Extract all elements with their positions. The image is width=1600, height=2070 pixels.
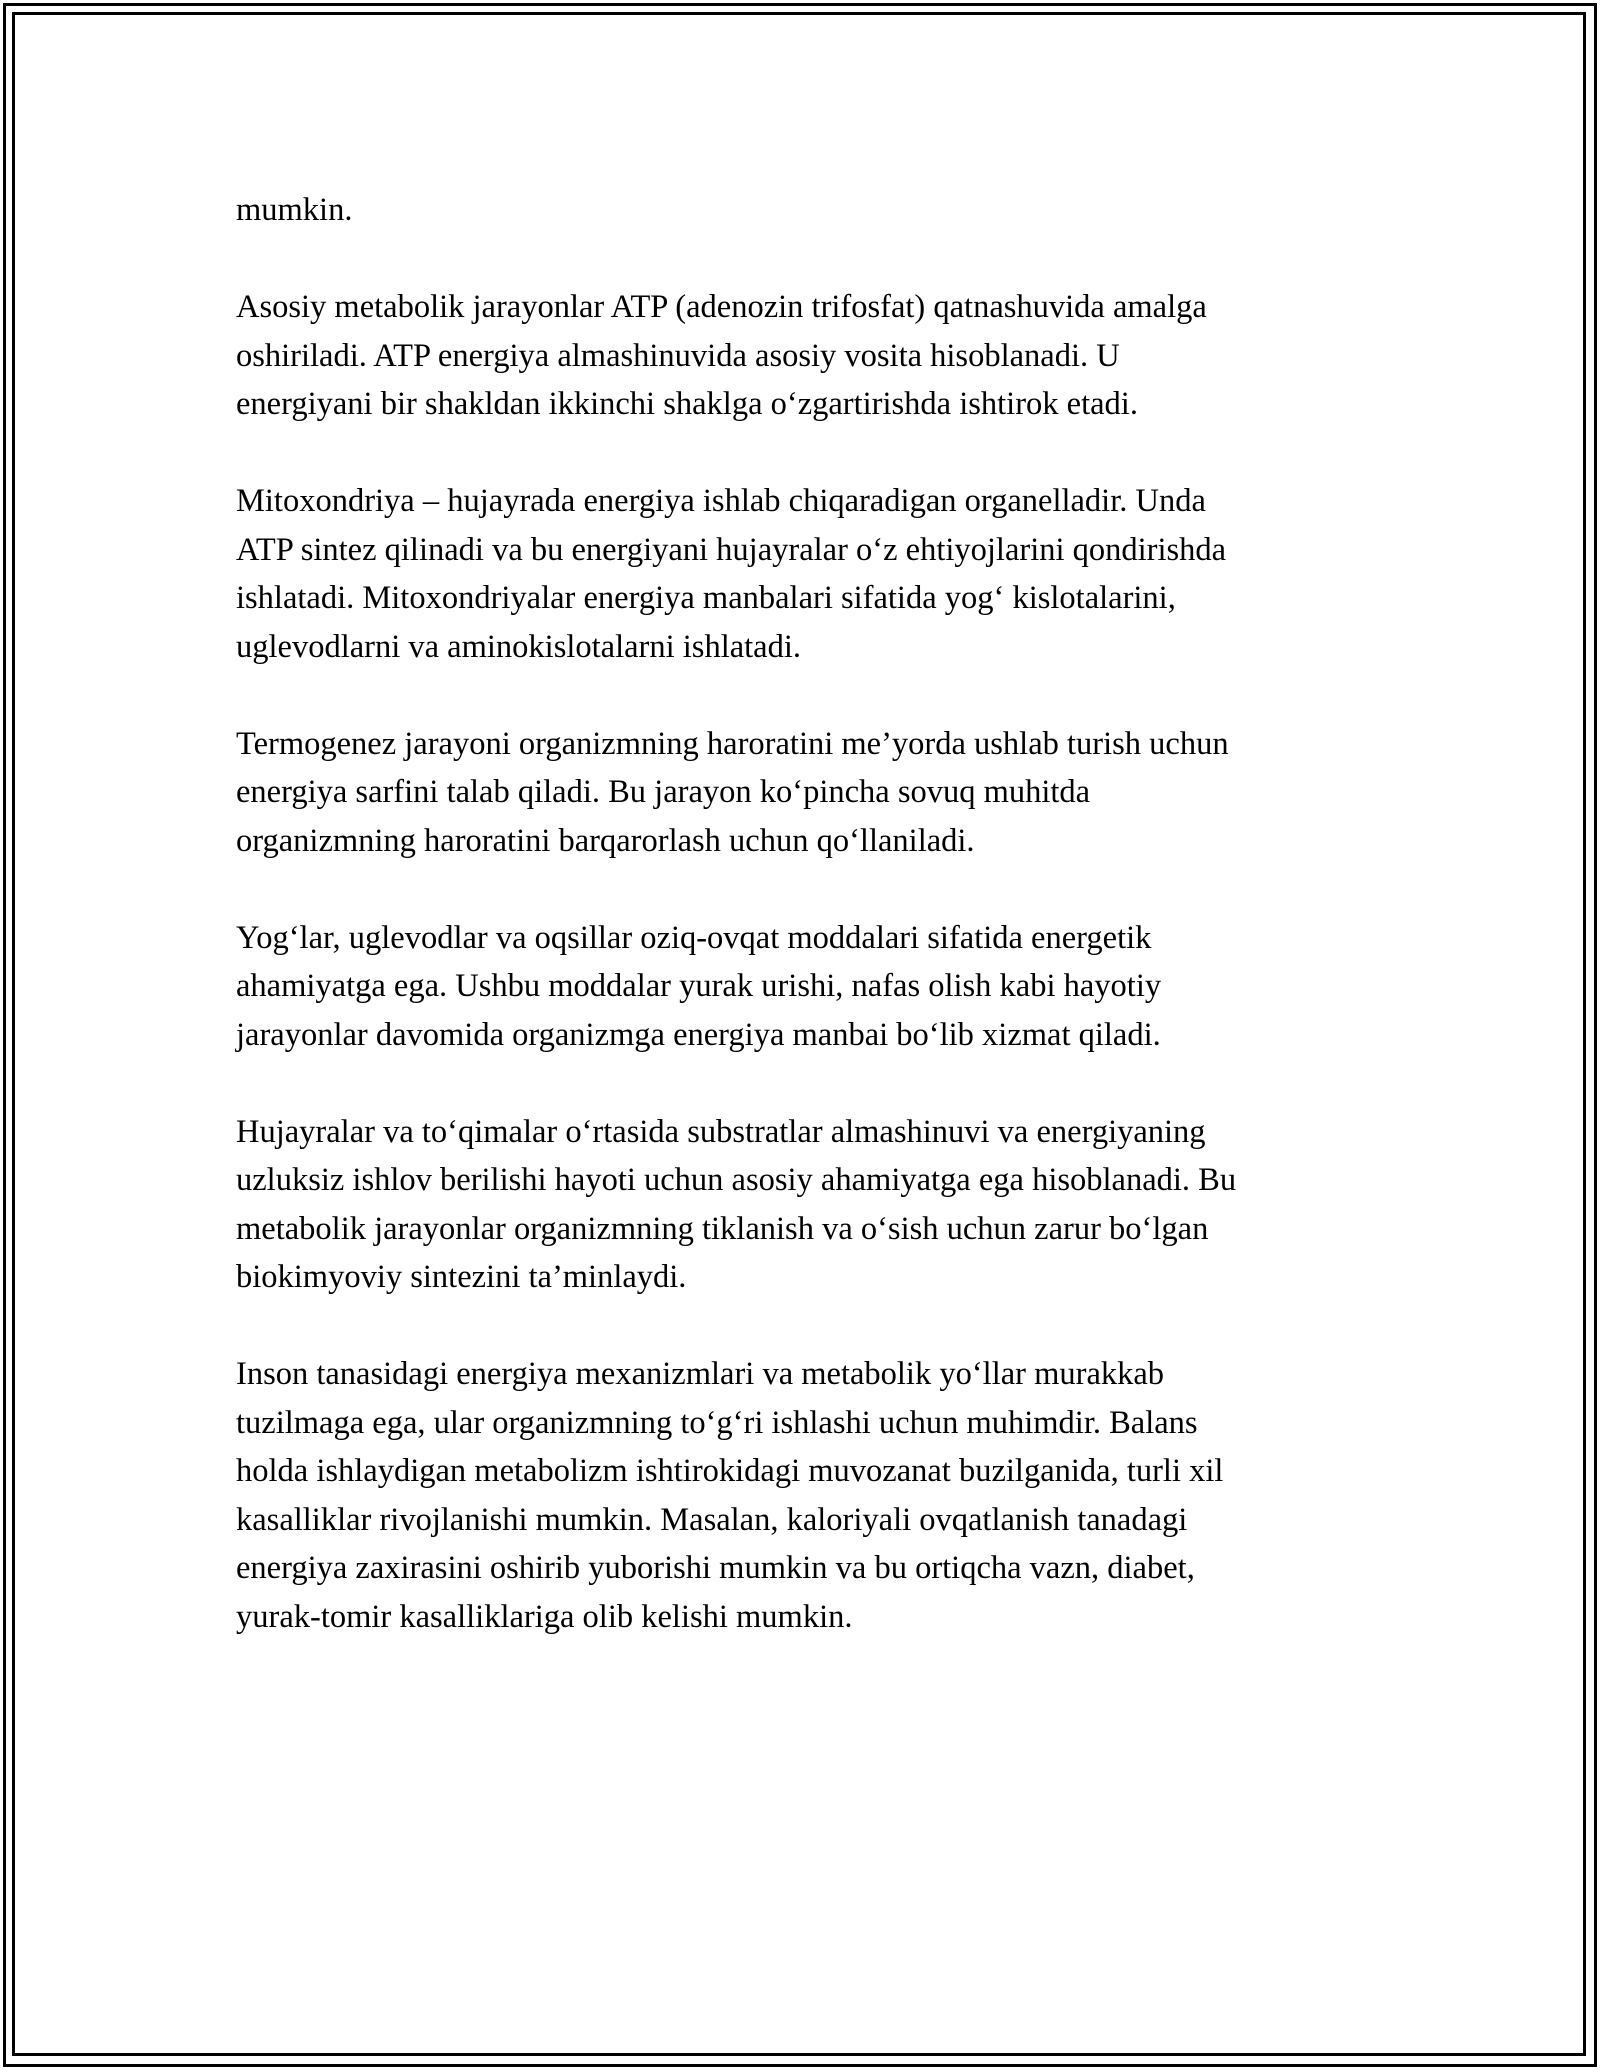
paragraph-nutrients — [236, 914, 1386, 1060]
text-line: yurak-tomir kasalliklariga olib kelishi mumkin. — [236, 1598, 853, 1635]
document-body — [236, 186, 1386, 1690]
text-line: ahamiyatga ega. Ushbu moddalar yurak urishi, nafas olish kabi hayotiy — [236, 968, 1162, 1004]
text-line: oshiriladi. ATP energiya almashinuvida asosiy vosita hisoblanadi. U — [236, 337, 1120, 374]
text-line: uglevodlarni va aminokislotalarni ishlatadi. — [236, 628, 802, 665]
paragraph-thermogenesis — [236, 720, 1386, 866]
text-line: energiya sarfini talab qiladi. Bu jarayon ko‘pincha sovuq muhitda — [236, 774, 1091, 810]
paragraph-energy-mechanisms — [236, 1350, 1386, 1641]
text-line: uzluksiz ishlov berilishi hayoti uchun asosiy ahamiyatga ega hisoblanadi. Bu — [236, 1162, 1237, 1198]
text-line: tuzilmaga ega, ular organizmning to‘g‘ri ishlashi uchun muhimdir. Balans — [236, 1404, 1198, 1441]
paragraph-substrates — [236, 1108, 1386, 1302]
text-line: kasalliklar rivojlanishi mumkin. Masalan, kaloriyali ovqatlanish tanadagi — [236, 1501, 1188, 1538]
text-line: Asosiy metabolik jarayonlar ATP (adenozin trifosfat) qatnashuvida amalga — [236, 289, 1207, 325]
text-line: ishlatadi. Mitoxondriyalar energiya manbalari sifatida yog‘ kislotalarini, — [236, 580, 1176, 616]
text-line: Inson tanasidagi energiya mexanizmlari va metabolik yo‘llar murakkab — [236, 1356, 1165, 1392]
text-line: mumkin. — [236, 192, 353, 228]
text-line: biokimyoviy sintezini ta’minlaydi. — [236, 1259, 687, 1295]
text-line: organizmning haroratini barqarorlash uchun qo‘llaniladi. — [236, 822, 975, 859]
text-line: Mitoxondriya – hujayrada energiya ishlab chiqaradigan organelladir. Unda — [236, 483, 1206, 519]
text-line: Hujayralar va to‘qimalar o‘rtasida substratlar almashinuvi va energiyaning — [236, 1113, 1206, 1150]
paragraph-continuation — [236, 186, 1386, 235]
text-line: energiyani bir shakldan ikkinchi shaklga o‘zgartirishda ishtirok etadi. — [236, 386, 1138, 422]
text-line: holda ishlaydigan metabolizm ishtirokidagi muvozanat buzilganida, turli xil — [236, 1453, 1224, 1489]
paragraph-mitochondria — [236, 477, 1386, 671]
text-line: jarayonlar davomida organizmga energiya manbai bo‘lib xizmat qiladi. — [236, 1016, 1161, 1053]
text-line: energiya zaxirasini oshirib yuborishi mumkin va bu ortiqcha vazn, diabet, — [236, 1550, 1195, 1586]
text-line: Termogenez jarayoni organizmning haroratini me’yorda ushlab turish uchun — [236, 725, 1229, 762]
text-line: metabolik jarayonlar organizmning tiklanish va o‘sish uchun zarur bo‘lgan — [236, 1210, 1209, 1247]
paragraph-atp — [236, 283, 1386, 429]
text-line: ATP sintez qilinadi va bu energiyani hujayralar o‘z ehtiyojlarini qondirishda — [236, 531, 1227, 568]
text-line: Yog‘lar, uglevodlar va oqsillar oziq-ovqat moddalari sifatida energetik — [236, 919, 1152, 956]
